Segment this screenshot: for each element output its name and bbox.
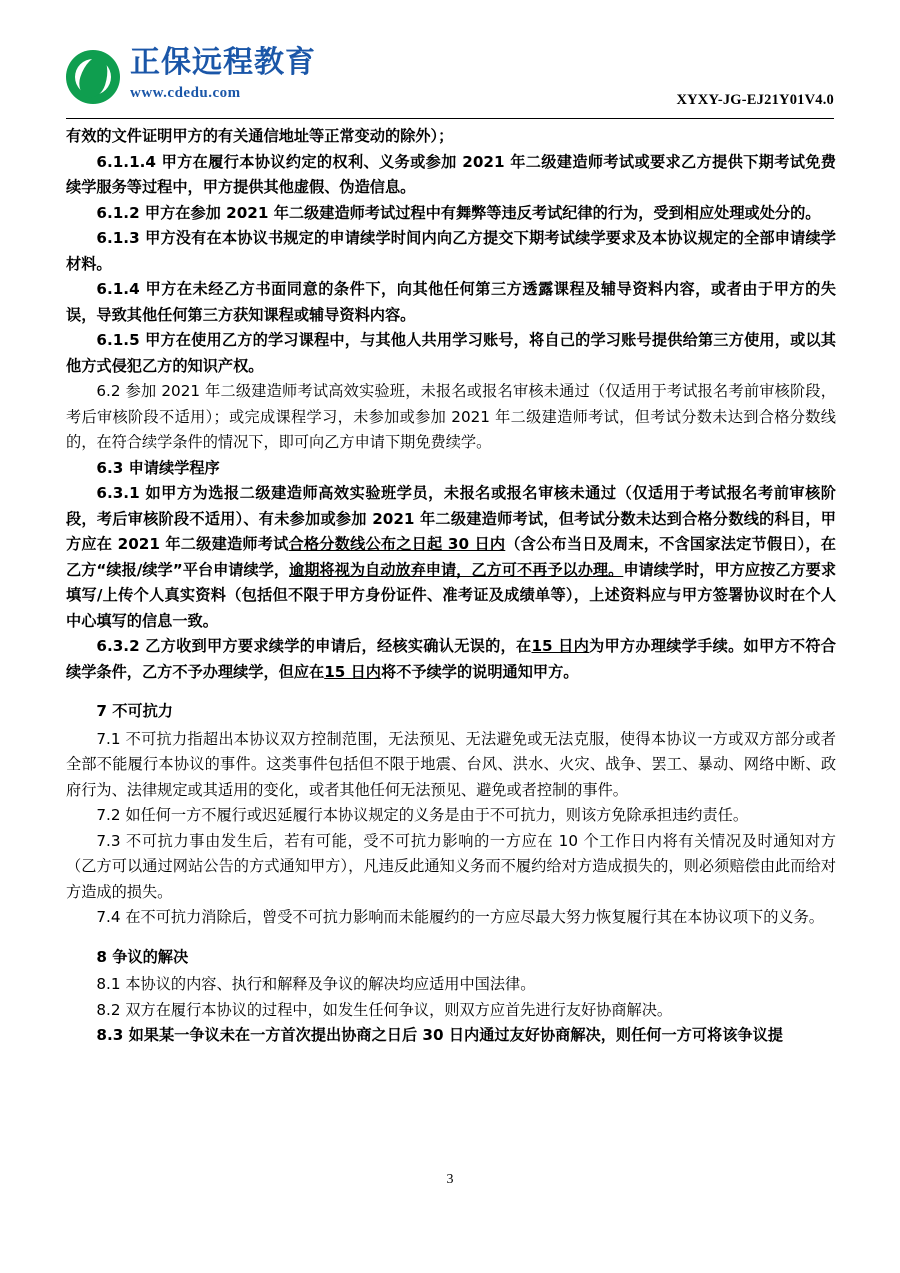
clause-8-1: 8.1 本协议的内容、执行和解释及争议的解决均应适用中国法律。 xyxy=(96,975,536,993)
clause-6-1-3: 6.1.3 甲方没有在本协议书规定的申请续学时间内向乙方提交下期考试续学要求及本协议规定的全部申请续学材料。 xyxy=(66,229,836,273)
clause-6-3-2-part-a: 6.3.2 乙方收到甲方要求续学的申请后，经核实确认无误的，在 xyxy=(96,637,532,655)
clause-6-3-1 xyxy=(66,481,836,634)
section-7-heading: 7 不可抗力 xyxy=(96,702,173,720)
clause-7-1: 7.1 不可抗力指超出本协议双方控制范围，无法预见、无法避免或无法克服，使得本协议一方或双方部分或者全部不能履行本协议的事件。这类事件包括但不限于地震、台风、洪水、火灾、战争、罢工、暴动、网络中断、政府行为、法律规定或其适用的变化，或者其他任何无法预见、避免或者控制的事件。 xyxy=(66,729,836,799)
clause-7-2: 7.2 如任何一方不履行或迟延履行本协议规定的义务是由于不可抗力，则该方免除承担违约责任。 xyxy=(96,806,749,824)
document-header xyxy=(66,45,834,116)
clause-6-3-1-part-b: （含公布当日及周末，不含国家法定节假日），在乙方“续报/续学”平台申请续学， xyxy=(66,535,836,579)
clause-6-1-5: 6.1.5 甲方在使用乙方的学习课程中，与其他人共用学习账号，将自己的学习账号提供给第三方使用，或以其他方式侵犯乙方的知识产权。 xyxy=(66,331,836,375)
company-name: 正保远程教育 xyxy=(130,45,316,80)
clause-7-4: 7.4 在不可抗力消除后，曾受不可抗力影响而未能履约的一方应尽最大努力恢复履行其在本协议项下的义务。 xyxy=(96,908,824,926)
logo-mark-icon xyxy=(66,50,120,104)
document-code: XYXY-JG-EJ21Y01V4.0 xyxy=(676,92,834,108)
header-divider xyxy=(66,118,834,119)
logo-text xyxy=(130,45,316,101)
document-body xyxy=(66,124,836,1049)
clause-6-1-4: 6.1.4 甲方在未经乙方书面同意的条件下，向其他任何第三方透露课程及辅导资料内容，或者由于甲方的失误，导致其他任何第三方获知课程或辅导资料内容。 xyxy=(66,280,836,324)
clause-6-3-1-underline-1: 合格分数线公布之日起 30 日内 xyxy=(288,535,506,553)
clause-6-1-2: 6.1.2 甲方在参加 2021 年二级建造师考试过程中有舞弊等违反考试纪律的行为，受到相应处理或处分的。 xyxy=(96,203,821,222)
clause-6-3-2-part-b: 为甲方办理续学手续。如甲方不符合续学条件，乙方不予办理续学，但应在 xyxy=(66,637,836,681)
section-6-3-heading: 6.3 申请续学程序 xyxy=(96,458,220,477)
clause-6-3-2-part-c: 将不予续学的说明通知甲方。 xyxy=(381,662,579,681)
clause-6-3-1-part-c: 申请续学时，甲方应按乙方要求填写/上传个人真实资料（包括但不限于甲方身份证件、准考证及成绩单等），上述资料应与甲方签署协议时在个人中心填写的信息一致。 xyxy=(66,560,837,630)
company-website: www.cdedu.com xyxy=(130,85,241,101)
clause-8-3: 8.3 如果某一争议未在一方首次提出协商之日后 30 日内通过友好协商解决，则任何一方可将该争议提 xyxy=(96,1026,783,1044)
clause-6-3-1-underline-2: 逾期将视为自动放弃申请，乙方可不再予以办理。 xyxy=(289,560,624,579)
company-logo xyxy=(66,45,316,104)
clause-6-3-1-part-a: 6.3.1 如甲方为选报二级建造师高效实验班学员，未报名或报名审核未通过（仅适用于考试报名考前审核阶段，考后审核阶段不适用）、有未参加或参加 2021 年二级建造师考试，但考试分数未达到合格分数线的科目，甲方应在 2021 年二级建造师考试 xyxy=(66,484,836,553)
clause-7-3: 7.3 不可抗力事由发生后，若有可能，受不可抗力影响的一方应在 10 个工作日内将有关情况及时通知对方（乙方可以通过网站公告的方式通知甲方），凡违反此通知义务而不履约给对方造成损失的，则必须赔偿由此而给对方造成的损失。 xyxy=(66,831,836,901)
clause-6-3-2-underline-2: 15 日内 xyxy=(324,662,381,681)
clause-6-3-2 xyxy=(66,634,836,685)
section-8-heading: 8 争议的解决 xyxy=(96,947,189,966)
clause-8-2: 8.2 双方在履行本协议的过程中，如发生任何争议，则双方应首先进行友好协商解决。 xyxy=(96,1000,673,1019)
paragraph-continuation: 有效的文件证明甲方的有关通信地址等正常变动的除外）； xyxy=(66,127,454,145)
page-number: 3 xyxy=(446,1172,454,1187)
clause-6-3-2-underline-1: 15 日内 xyxy=(531,637,590,655)
clause-6-1-1-4: 6.1.1.4 甲方在履行本协议约定的权利、义务或参加 2021 年二级建造师考试或要求乙方提供下期考试免费续学服务等过程中，甲方提供其他虚假、伪造信息。 xyxy=(66,152,836,196)
clause-6-2: 6.2 参加 2021 年二级建造师考试高效实验班，未报名或报名审核未通过（仅适用于考试报名考前审核阶段，考后审核阶段不适用）；或完成课程学习，未参加或参加 2021 年二级建造师考试，但考试分数未达到合格分数线的，在符合续学条件的情况下，即可向乙方申请下期免费续学。 xyxy=(66,382,836,451)
